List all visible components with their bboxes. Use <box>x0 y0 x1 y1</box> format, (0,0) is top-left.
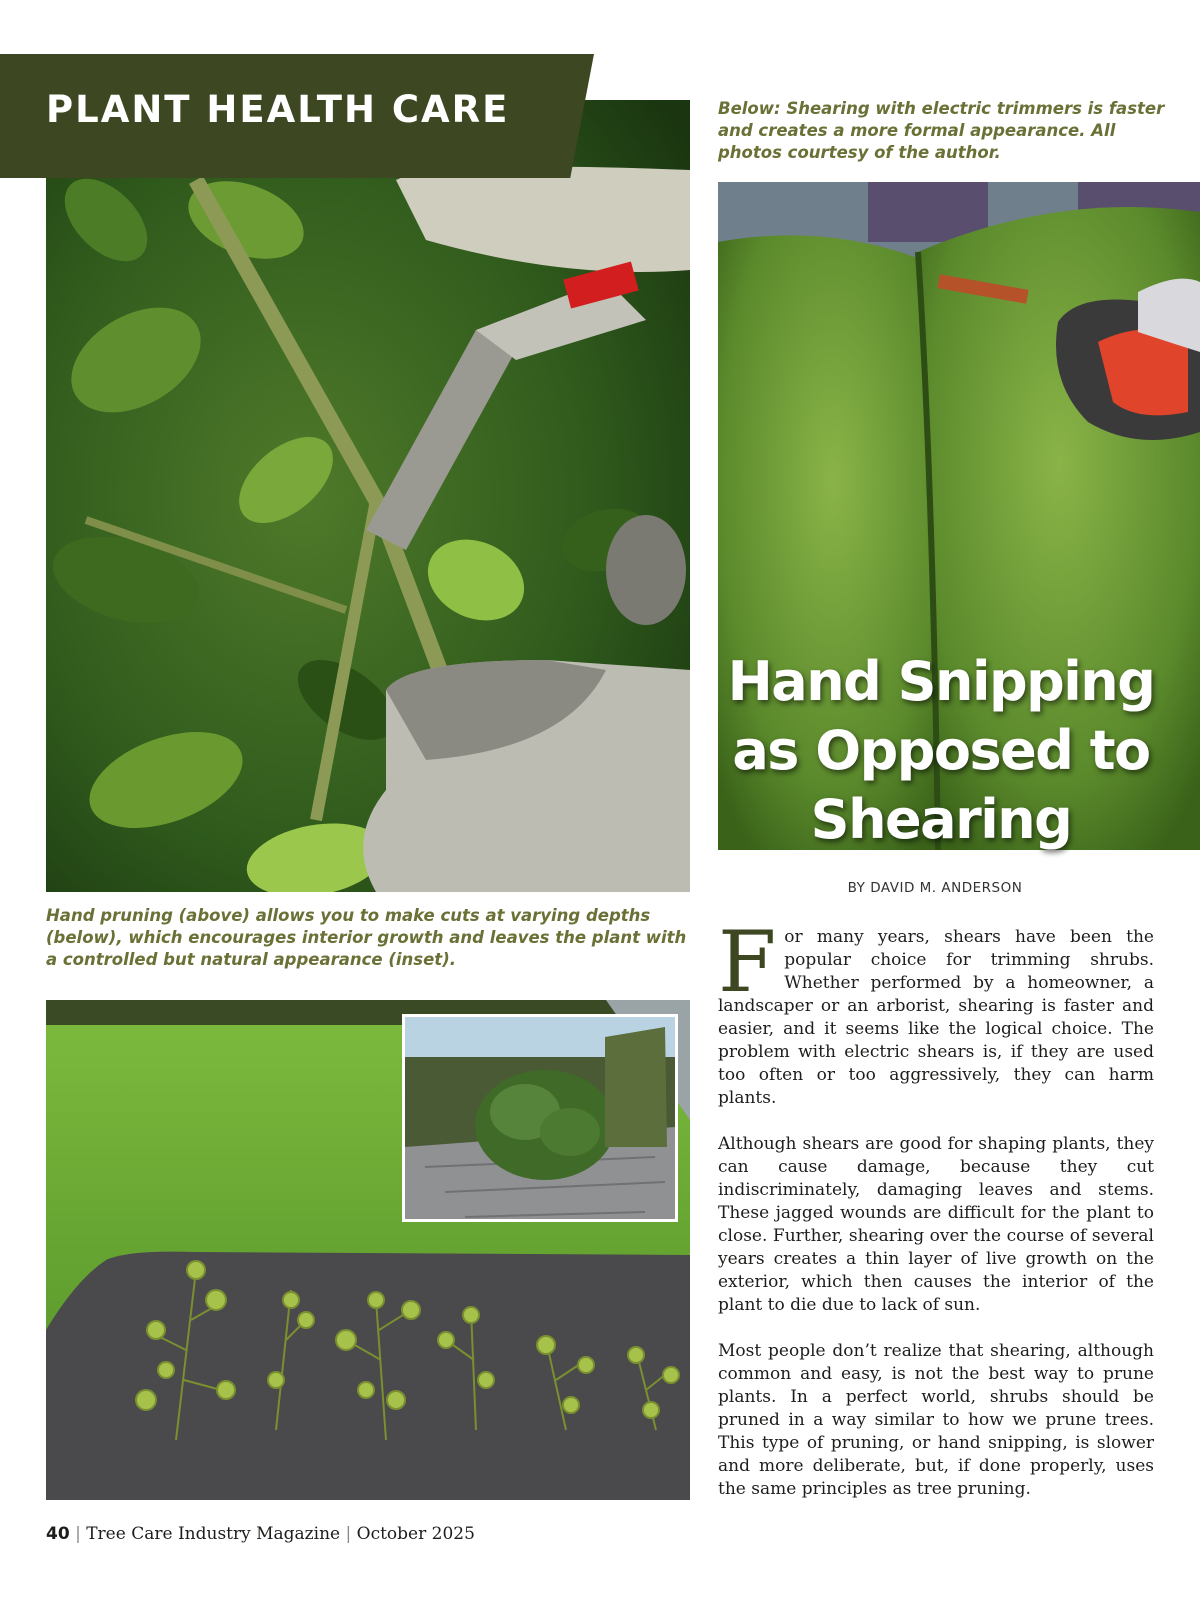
body-paragraph-2: Although shears are good for shaping plants, they can cause damage, because they cut indiscriminately, damaging leaves and stems. These jagged wounds are difficult for the plant to close. Further, shearing over the course of several years creates a thin layer of live growth on the exterior, which then causes the interior of the plant to die due to lack of sun. <box>718 1134 1154 1315</box>
photo-inset-pruned-shrub <box>402 1014 678 1222</box>
photo-hand-pruning-holly <box>46 100 690 892</box>
body-paragraph-1 <box>718 913 1154 1110</box>
page-footer <box>46 1524 475 1544</box>
headline-line-3: Shearing <box>810 788 1072 851</box>
body-paragraph-3: Most people don’t realize that shearing, although common and easy, is not the best way to prune plants. In a perfect world, shrubs should be pruned in a way similar to how we prune trees. This type of pruning, or hand snipping, is slower and more deliberate, but, if done properly, uses the same principles as tree pruning. <box>718 1341 1154 1499</box>
footer-separator-1: | <box>75 1524 81 1544</box>
caption-shearing-photo: Below: Shearing with electric trimmers is faster and creates a more formal appearance. All photos courtesy of the author. <box>718 99 1165 162</box>
issue-date: October 2025 <box>356 1524 475 1544</box>
publication-name: Tree Care Industry Magazine <box>86 1524 341 1544</box>
article-headline <box>718 647 1164 854</box>
headline-line-1: Hand Snipping <box>727 650 1155 713</box>
body-paragraph-1-text: or many years, shears have been the popular choice for trimming shrubs. Whether performed by a homeowner, a landscaper or an arborist, shearing is faster and easier, and it seems like the logical choice. The problem with electric shears is, if they are used too often or too aggressively, they can harm plants. <box>718 927 1154 1108</box>
page-number: 40 <box>46 1524 70 1544</box>
footer-separator-2: | <box>345 1524 352 1544</box>
headline-line-2: as Opposed to <box>732 719 1150 782</box>
section-title: PLANT HEALTH CARE <box>46 88 510 131</box>
article-body <box>718 913 1154 1524</box>
caption-hand-pruning: Hand pruning (above) allows you to make cuts at varying depths (below), which encourages interior growth and leaves the plant with a controlled but natural appearance (inset). <box>46 906 687 969</box>
byline: BY DAVID M. ANDERSON <box>847 880 1023 896</box>
drop-cap: F <box>718 913 777 1011</box>
